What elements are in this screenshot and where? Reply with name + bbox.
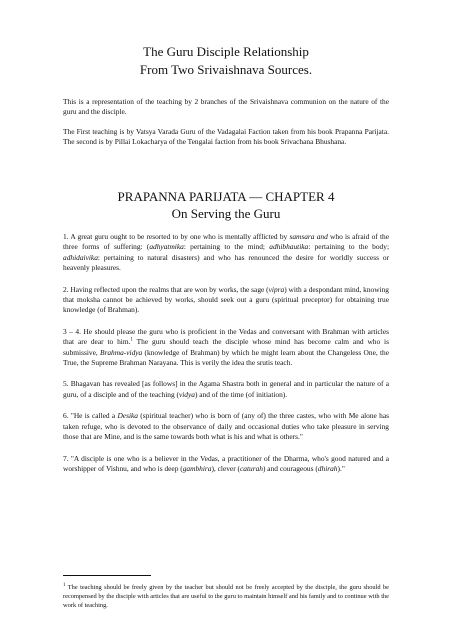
title-line-2: From Two Srivaishnava Sources. <box>139 62 313 77</box>
footnote-divider <box>63 575 151 576</box>
chapter-body <box>63 232 389 484</box>
footnote-mark: 1 <box>63 582 66 588</box>
verse-5: 5. Bhagavan has revealed [as follows] in the Agama Shastra both in general and in particular the nature of a guru, of a disciple and of the teaching (vidya) and of the time (of initiation). <box>63 379 389 399</box>
title-line-1: The Guru Disciple Relationship <box>143 44 309 59</box>
footnote <box>63 583 389 611</box>
verse-1: 1. A great guru ought to be resorted to by one who is mentally afflicted by samsara and who is afraid of the three forms of suffering: (adhyatmika: pertaining to the mind; adhibhautika: pertaining to the body; adhidaivika: pertaining to natural disasters) and who has renounced the desire for worldly success or heavenly pleasures. <box>63 232 389 273</box>
intro-section <box>63 97 389 148</box>
footnote-reference[interactable]: 1 <box>130 337 133 343</box>
footnote-text: $^1$ The teaching should be freely given by the teacher but should not be freely accepted by the disciple, the guru should be recompensed by the disciple with articles that are useful to the guru to maintain himself and his family and to continue with the work of teaching. <box>63 582 389 610</box>
verse-3-4: 3 – 4. He should please the guru who is proficient in the Vedas and conversant with Brahman with articles that are dear to him.$^1$ The guru should teach the disciple whose mind has become calm and who is submissive, Brahma-vidya (knowledge of Brahman) by which he might learn about the Changeless One, the True, the Supreme Brahman Narayana. This is verily the idea the srutis teach. <box>63 326 389 368</box>
intro-paragraph-2: The First teaching is by Vatsya Varada Guru of the Vadagalai Faction taken from his book Prapanna Parijata. The second is by Pillai Lokacharya of the Tengalai faction from his book Srivachana Bhushana. <box>63 126 389 147</box>
chapter-subtitle: On Serving the Guru <box>171 206 281 221</box>
verse-6: 6. "He is called a Desika (spiritual teacher) who is born of (any of) the three castes, who with Me alone has taken refuge, who is devoted to the observance of daily and occasional duties who take pleasure in serving those that are Mine, and is the same towards both what is his and what is others." <box>63 411 389 442</box>
chapter-heading <box>63 188 389 222</box>
verse-2: 2. Having reflected upon the realms that are won by works, the sage (vipra) with a despondant mind, knowing that moksha cannot be achieved by works, should seek out a guru (spiritual preceptor) for obtaining true knowledge (of Brahman). <box>63 284 389 315</box>
document-title <box>63 43 389 79</box>
chapter-title: PRAPANNA PARIJATA — CHAPTER 4 <box>117 189 335 204</box>
intro-paragraph-1: This is a representation of the teaching by 2 branches of the Srivaishnava communion on the nature of the guru and the disciple. <box>63 97 389 117</box>
verse-7: 7. "A disciple is one who is a believer in the Vedas, a practitioner of the Dharma, who's good natured and a worshipper of Vishnu, and who is deep (gambhira), clever (caturah) and courageous (dhirah)." <box>63 453 389 473</box>
